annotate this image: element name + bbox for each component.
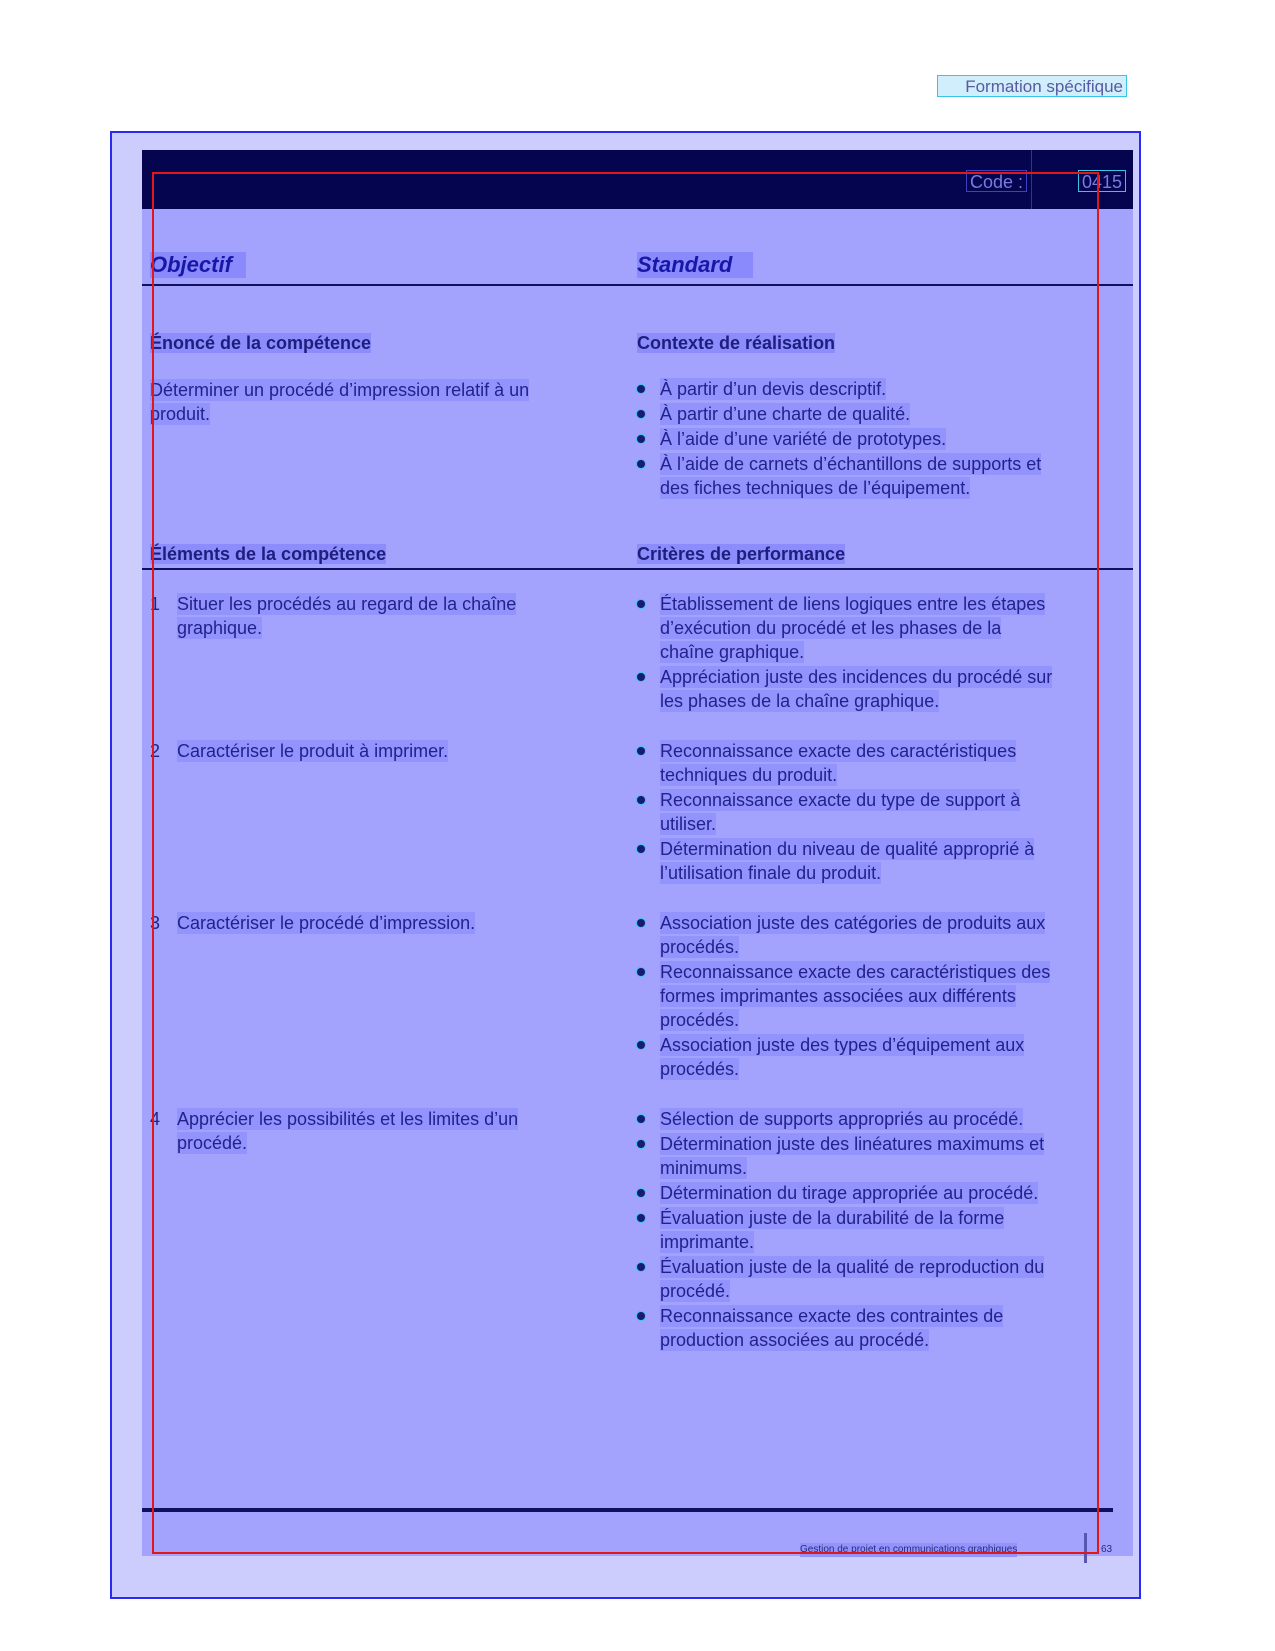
bullet-icon bbox=[637, 600, 645, 608]
contexte-item-line: À partir d’une charte de qualité. bbox=[660, 404, 911, 424]
element-text-line: graphique. bbox=[177, 618, 263, 638]
bullet-icon bbox=[637, 1214, 645, 1222]
standard-heading: Standard bbox=[637, 252, 753, 278]
criterion-line: imprimante. bbox=[660, 1232, 755, 1252]
page-number: 63 bbox=[1101, 1544, 1113, 1555]
criterion-line: techniques du produit. bbox=[660, 765, 838, 785]
element-number: 3 bbox=[150, 913, 161, 933]
bullet-icon bbox=[637, 410, 645, 418]
criterion-line: l’utilisation finale du produit. bbox=[660, 863, 882, 883]
criterion-line: Reconnaissance exacte des contraintes de bbox=[660, 1306, 1004, 1326]
element-number: 4 bbox=[150, 1109, 161, 1129]
contexte-item-line: À l’aide de carnets d’échantillons de supports et bbox=[660, 454, 1042, 474]
code-label: Code : bbox=[966, 170, 1027, 192]
heading-rule bbox=[142, 284, 1133, 286]
criterion-line: procédés. bbox=[660, 1059, 740, 1079]
element-text-line: Situer les procédés au regard de la chaîne bbox=[177, 594, 517, 614]
element-number: 1 bbox=[150, 594, 161, 614]
criteres-title: Critères de performance bbox=[637, 544, 846, 564]
objectif-heading: Objectif bbox=[150, 252, 246, 278]
criterion-line: utiliser. bbox=[660, 814, 717, 834]
element-text-line: Caractériser le procédé d’impression. bbox=[177, 913, 476, 933]
criterion-line: Reconnaissance exacte des caractéristiques bbox=[660, 741, 1017, 761]
enonce-title: Énoncé de la compétence bbox=[150, 333, 372, 353]
bullet-icon bbox=[637, 1312, 645, 1320]
enonce-text-line: produit. bbox=[150, 404, 211, 424]
bullet-icon bbox=[637, 1263, 645, 1271]
bullet-icon bbox=[637, 1115, 645, 1123]
criterion-line: Reconnaissance exacte du type de support à bbox=[660, 790, 1021, 810]
criterion-line: Évaluation juste de la qualité de reproduction du bbox=[660, 1257, 1045, 1277]
elements-title: Éléments de la compétence bbox=[150, 544, 387, 564]
contexte-item-line: À l’aide d’une variété de prototypes. bbox=[660, 429, 947, 449]
criterion-line: les phases de la chaîne graphique. bbox=[660, 691, 940, 711]
criterion-line: procédés. bbox=[660, 937, 740, 957]
footer-separator bbox=[1084, 1533, 1087, 1563]
bullet-icon bbox=[637, 845, 645, 853]
bullet-icon bbox=[637, 919, 645, 927]
code-value: 0415 bbox=[1078, 170, 1126, 192]
criterion-line: Reconnaissance exacte des caractéristiques des bbox=[660, 962, 1051, 982]
element-text-line: Apprécier les possibilités et les limites d’un bbox=[177, 1109, 519, 1129]
criterion-line: procédé. bbox=[660, 1281, 731, 1301]
bullet-icon bbox=[637, 460, 645, 468]
element-text-line: Caractériser le produit à imprimer. bbox=[177, 741, 449, 761]
criterion-line: Sélection de supports appropriés au procédé. bbox=[660, 1109, 1024, 1129]
code-bar-divider bbox=[1031, 150, 1032, 209]
bullet-icon bbox=[637, 968, 645, 976]
contexte-item-line: des fiches techniques de l’équipement. bbox=[660, 478, 971, 498]
footer-title: Gestion de projet en communications graphiques bbox=[800, 1544, 1018, 1555]
criterion-line: Évaluation juste de la durabilité de la forme bbox=[660, 1208, 1005, 1228]
criterion-line: Détermination juste des linéatures maximums et bbox=[660, 1134, 1045, 1154]
bullet-icon bbox=[637, 435, 645, 443]
enonce-text-line: Déterminer un procédé d’impression relatif à un bbox=[150, 380, 530, 400]
criterion-line: Association juste des catégories de produits aux bbox=[660, 913, 1046, 933]
criterion-line: Établissement de liens logiques entre les étapes bbox=[660, 594, 1046, 614]
bullet-icon bbox=[637, 1189, 645, 1197]
criterion-line: Détermination du tirage appropriée au procédé. bbox=[660, 1183, 1039, 1203]
criterion-line: d’exécution du procédé et les phases de la bbox=[660, 618, 1002, 638]
bullet-icon bbox=[637, 1041, 645, 1049]
bullet-icon bbox=[637, 747, 645, 755]
bullet-icon bbox=[637, 673, 645, 681]
criterion-line: minimums. bbox=[660, 1158, 748, 1178]
criterion-line: procédés. bbox=[660, 1010, 740, 1030]
bullet-icon bbox=[637, 385, 645, 393]
criterion-line: Détermination du niveau de qualité approprié à bbox=[660, 839, 1035, 859]
contexte-title: Contexte de réalisation bbox=[637, 333, 836, 353]
element-number: 2 bbox=[150, 741, 161, 761]
bullet-icon bbox=[637, 1140, 645, 1148]
element-text-line: procédé. bbox=[177, 1133, 248, 1153]
criterion-line: Association juste des types d’équipement aux bbox=[660, 1035, 1025, 1055]
criterion-line: Appréciation juste des incidences du procédé sur bbox=[660, 667, 1053, 687]
criterion-line: production associées au procédé. bbox=[660, 1330, 930, 1350]
criterion-line: chaîne graphique. bbox=[660, 642, 805, 662]
bullet-icon bbox=[637, 796, 645, 804]
program-type-label: Formation spécifique bbox=[937, 75, 1127, 97]
footer-rule bbox=[142, 1508, 1113, 1512]
criterion-line: formes imprimantes associées aux différents bbox=[660, 986, 1016, 1006]
contexte-item-line: À partir d’un devis descriptif. bbox=[660, 379, 887, 399]
elements-rule bbox=[142, 568, 1133, 570]
